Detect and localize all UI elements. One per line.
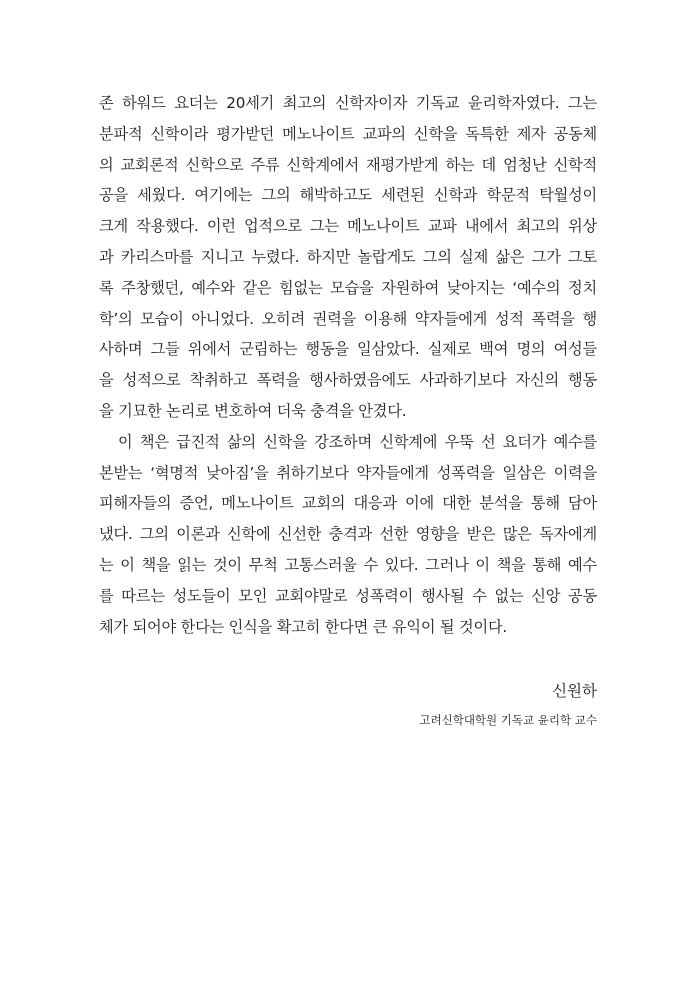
paragraph-2-line: 냈다. 그의 이론과 신학에 신선한 충격과 선한 영향을 받은 많은 독자에게 bbox=[99, 525, 597, 544]
author-name: 신원하 bbox=[552, 682, 597, 700]
paragraph-2-line: 이 책은 급진적 삶의 신학을 강조하며 신학계에 우뚝 선 요더가 예수를 bbox=[118, 432, 597, 451]
paragraph-1-line: 을 기묘한 논리로 변호하여 더욱 충격을 안겼다. bbox=[99, 401, 407, 420]
paragraph-2-line: 체가 되어야 한다는 인식을 확고히 한다면 큰 유익이 될 것이다. bbox=[99, 617, 508, 636]
paragraph-2-line: 를 따르는 성도들이 모인 교회야말로 성폭력이 행사될 수 없는 신앙 공동 bbox=[99, 586, 597, 605]
paragraph-1-line: 록 주창했던, 예수와 같은 힘없는 모습을 자원하여 낮아지는 ‘예수의 정치 bbox=[99, 278, 597, 297]
paragraph-2-line: 는 이 책을 읽는 것이 무척 고통스러울 수 있다. 그러나 이 책을 통해 예수 bbox=[99, 555, 597, 574]
paragraph-1-line: 과 카리스마를 지니고 누렸다. 하지만 놀랍게도 그의 실제 삶은 그가 그토 bbox=[99, 247, 597, 266]
paragraph-1-line: 의 교회론적 신학으로 주류 신학계에서 재평가받게 하는 데 엄청난 신학적 bbox=[99, 155, 597, 174]
paragraph-2-line: 본받는 ‘혁명적 낮아짐’을 취하기보다 약자들에게 성폭력을 일삼은 이력을 bbox=[99, 463, 597, 482]
paragraph-1-line: 분파적 신학이라 평가받던 메노나이트 교파의 신학을 독특한 제자 공동체 bbox=[99, 124, 597, 143]
endorsement-text bbox=[99, 88, 597, 642]
paragraph-1-line: 존 하워드 요더는 20세기 최고의 신학자이자 기독교 윤리학자였다. 그는 bbox=[99, 94, 597, 112]
paragraph-1-line: 사하며 그들 위에서 군림하는 행동을 일삼았다. 실제로 백여 명의 여성들 bbox=[99, 340, 597, 359]
paragraph-1-line: 을 성적으로 착취하고 폭력을 행사하였음에도 사과하기보다 자신의 행동 bbox=[99, 371, 597, 390]
paragraph-1-line: 학’의 모습이 아니었다. 오히려 권력을 이용해 약자들에게 성적 폭력을 행 bbox=[99, 309, 597, 328]
paragraph-2-line: 피해자들의 증언, 메노나이트 교회의 대응과 이에 대한 분석을 통해 담아 bbox=[99, 494, 597, 513]
paragraph-2 bbox=[99, 427, 597, 643]
paragraph-1-line: 크게 작용했다. 이런 업적으로 그는 메노나이트 교파 내에서 최고의 위상 bbox=[99, 217, 597, 236]
paragraph-1 bbox=[99, 88, 597, 427]
paragraph-1-line: 공을 세웠다. 여기에는 그의 해박하고도 세련된 신학과 학문적 탁월성이 bbox=[99, 186, 597, 205]
author-affiliation: 고려신학대학원 기독교 윤리학 교수 bbox=[419, 713, 597, 727]
